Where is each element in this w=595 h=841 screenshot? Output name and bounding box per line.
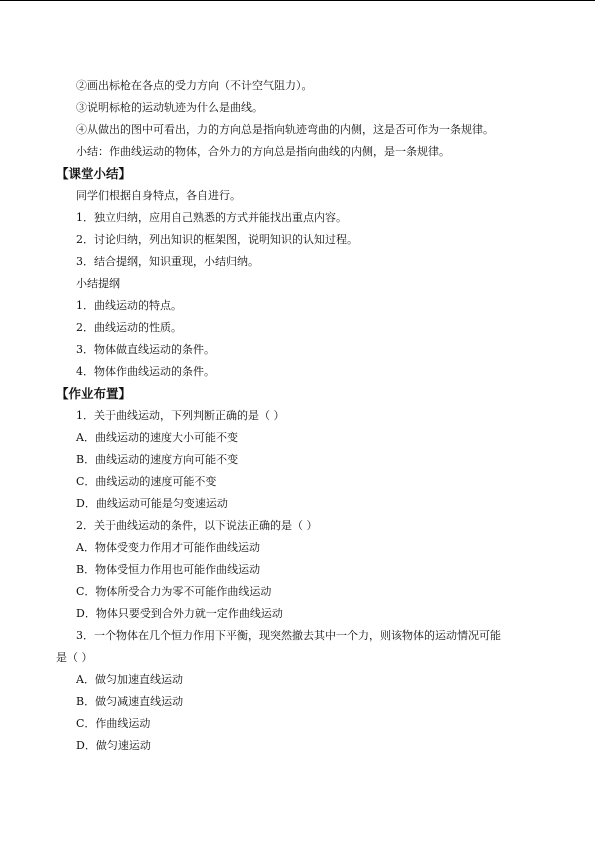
- question-option: C．曲线运动的速度可能不变: [76, 475, 217, 488]
- question-option: B．做匀减速直线运动: [76, 695, 184, 708]
- summary-outline-item: 2．曲线运动的性质。: [76, 321, 182, 334]
- question-option: C．作曲线运动: [76, 717, 151, 730]
- summary-outline-item: 1．曲线运动的特点。: [76, 299, 182, 312]
- summary-line: 同学们根据自身特点，各自进行。: [76, 189, 241, 202]
- summary-outline-item: 3．物体做直线运动的条件。: [76, 343, 215, 356]
- question-option: B．曲线运动的速度方向可能不变: [76, 453, 239, 466]
- question-stem-continuation: 是（ ）: [56, 651, 93, 664]
- intro-line-3: ③说明标枪的运动轨迹为什么是曲线。: [76, 101, 263, 114]
- question-stem: 3．一个物体在几个恒力作用下平衡，现突然撤去其中一个力，则该物体的运动情况可能: [76, 629, 501, 642]
- question-option: B．物体受恒力作用也可能作曲线运动: [76, 563, 261, 576]
- section-heading-summary: 【课堂小结】: [56, 166, 132, 181]
- question-option: D．曲线运动可能是匀变速运动: [76, 497, 228, 510]
- intro-line-4: ④从做出的图中可看出，力的方向总是指向轨迹弯曲的内侧，这是否可作为一条规律。: [76, 123, 494, 136]
- document-body: [56, 75, 546, 757]
- question-option: D．做匀速运动: [76, 739, 151, 752]
- summary-line: 3．结合提纲，知识重现，小结归纳。: [76, 255, 259, 268]
- question-stem: 2．关于曲线运动的条件，以下说法正确的是（ ）: [76, 519, 318, 532]
- summary-line: 2．讨论归纳，列出知识的框架图，说明知识的认知过程。: [76, 233, 358, 246]
- intro-line-2: ②画出标枪在各点的受力方向（不计空气阻力）。: [76, 79, 313, 92]
- question-option: A．物体受变力作用才可能作曲线运动: [76, 541, 260, 554]
- section-heading-homework: 【作业布置】: [56, 386, 132, 401]
- question-option: A．做匀加速直线运动: [76, 673, 183, 686]
- summary-outline-title: 小结提纲: [76, 277, 120, 290]
- summary-outline-item: 4．物体作曲线运动的条件。: [76, 365, 215, 378]
- question-option: A．曲线运动的速度大小可能不变: [76, 431, 238, 444]
- question-stem: 1．关于曲线运动，下列判断正确的是（ ）: [76, 409, 285, 422]
- intro-summary: 小结：作曲线运动的物体，合外力的方向总是指向曲线的内侧，是一条规律。: [76, 145, 450, 158]
- question-option: D．物体只要受到合外力就一定作曲线运动: [76, 607, 283, 620]
- summary-line: 1．独立归纳，应用自己熟悉的方式并能找出重点内容。: [76, 211, 347, 224]
- question-option: C．物体所受合力为零不可能作曲线运动: [76, 585, 272, 598]
- page-top-rule: [0, 0, 595, 1]
